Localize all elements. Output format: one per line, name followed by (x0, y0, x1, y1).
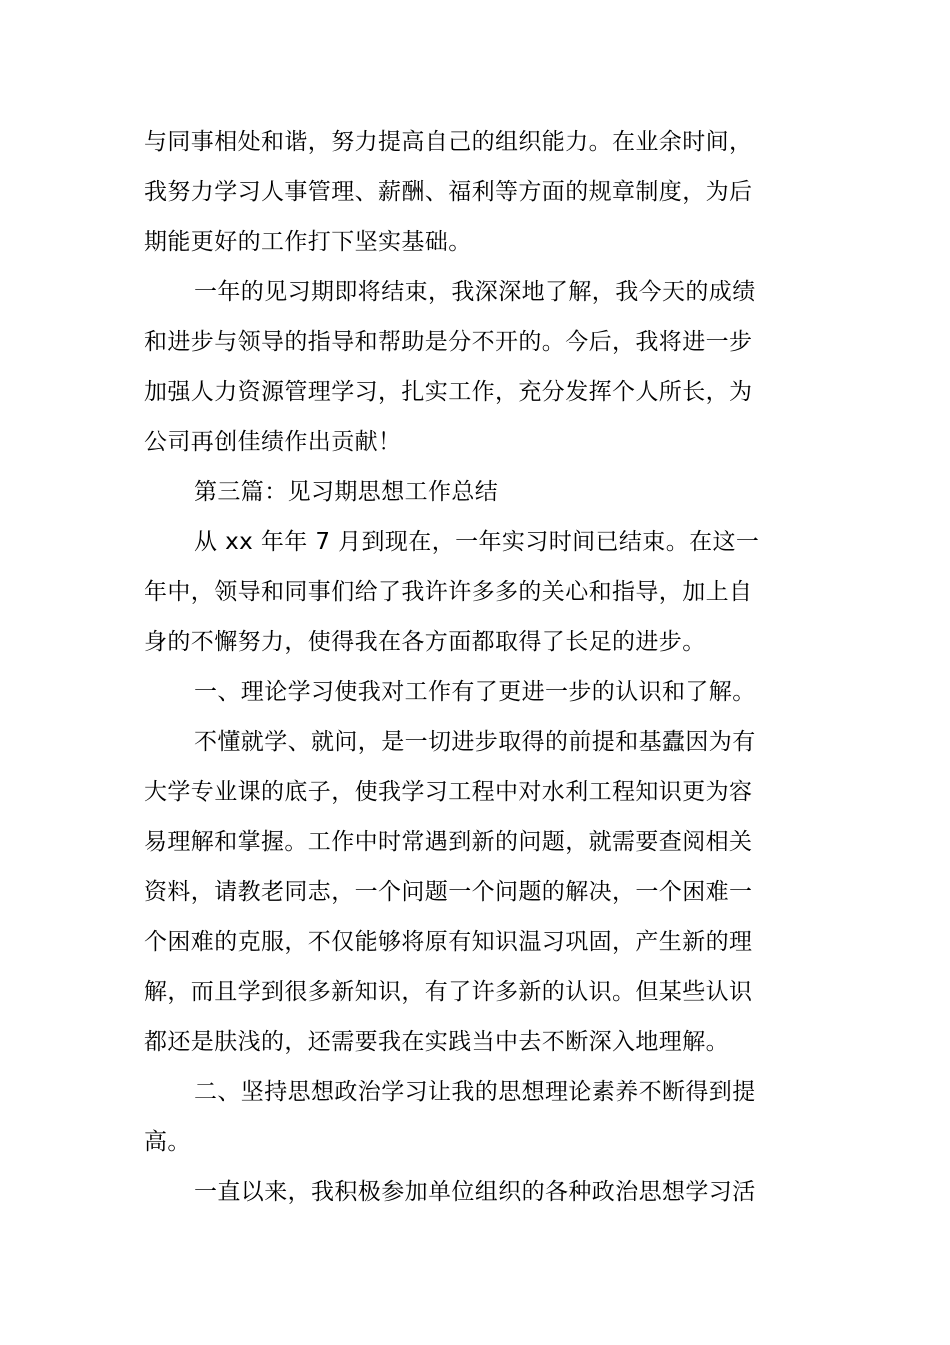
text-line: 从 xx 年年 7 月到现在，一年实习时间已结束。在这一 (194, 529, 760, 555)
text-line: 一年的见习期即将结束，我深深地了解，我今天的成绩 (194, 279, 756, 305)
text-line: 高。 (144, 1129, 191, 1155)
text-line: 二、坚持思想政治学习让我的思想理论素养不断得到提 (194, 1079, 756, 1105)
text-line: 与同事相处和谐，努力提高自己的组织能力。在业余时间， (144, 129, 753, 155)
text-line: 易理解和掌握。工作中时常遇到新的问题，就需要查阅相关 (144, 829, 753, 855)
text-line: 一、理论学习使我对工作有了更进一步的认识和了解。 (194, 679, 756, 705)
text-line: 都还是肤浅的，还需要我在实践当中去不断深入地理解。 (144, 1029, 729, 1055)
text-line: 大学专业课的底子，使我学习工程中对水利工程知识更为容 (144, 779, 753, 805)
text-line: 加强人力资源管理学习，扎实工作，充分发挥个人所长，为 (144, 379, 753, 405)
text-line: 资料，请教老同志，一个问题一个问题的解决，一个困难一 (144, 879, 753, 905)
text-line: 公司再创佳绩作出贡献！ (144, 429, 402, 455)
text-line: 一直以来，我积极参加单位组织的各种政治思想学习活 (194, 1179, 756, 1205)
text-line: 年中，领导和同事们给了我许许多多的关心和指导，加上自 (144, 579, 753, 605)
text-line: 解，而且学到很多新知识，有了许多新的认识。但某些认识 (144, 979, 753, 1005)
text-line: 我努力学习人事管理、薪酬、福利等方面的规章制度，为后 (144, 179, 753, 205)
text-line: 不懂就学、就问，是一切进步取得的前提和基蠹因为有 (194, 729, 756, 755)
text-line: 身的不懈努力，使得我在各方面都取得了长足的进步。 (144, 629, 706, 655)
section-heading: 第三篇：见习期思想工作总结 (194, 479, 499, 505)
text-line: 和进步与领导的指导和帮助是分不开的。今后，我将进一步 (144, 329, 753, 355)
text-line: 个困难的克服，不仅能够将原有知识温习巩固，产生新的理 (144, 929, 753, 955)
text-line: 期能更好的工作打下坚实基础。 (144, 229, 472, 255)
